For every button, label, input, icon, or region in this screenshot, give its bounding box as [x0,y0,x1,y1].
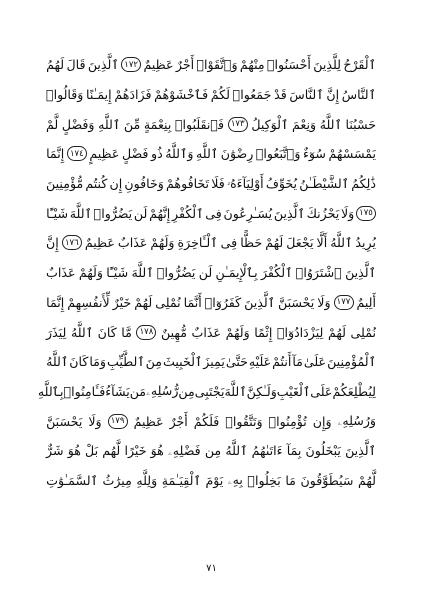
word: حَتَّىٰ [225,354,248,370]
word: بِمَآ [286,443,302,459]
word: ٱلطَّيِّبِ [106,354,145,370]
word: وَنِعْمَ [292,116,317,132]
word: رُّسُلِهِۦ [146,383,179,399]
text-line [37,377,376,407]
word: لِّأَنفُسِهِمْ [67,294,110,310]
word: عَذَابٌ [46,265,76,281]
page-number: ٧١ [206,563,217,574]
word: جَمَعُوا۟ [232,87,272,103]
word: فِى [220,235,238,251]
word: حَسْبُنَا [345,116,376,132]
word: ٱلسَّمَـٰوَٰتِ [46,472,98,488]
text-line [46,50,376,80]
word: وَلَـٰكِنَّ [246,383,277,399]
word: عَظِيمٌ [84,235,115,251]
verse-text-block [37,50,376,495]
word: مِن [178,383,195,399]
word: تُؤْمِنُوا۟ [268,413,307,429]
text-line [46,228,376,258]
word: ٱللَّهُ [319,116,342,132]
word: ٱلشَّيْطَـٰنُ [299,176,350,192]
word: أَنتُمْ [272,354,292,370]
word: مِنَ [145,354,163,370]
word: إِنَّ [326,87,340,103]
word: أَلَّا [316,235,328,251]
word: أَجْرٌ [169,413,188,429]
ayah-number-marker: ١٧٣ [228,117,248,132]
word: لَهُمْ [134,294,153,310]
word: ذَٰلِكُمُ [351,176,376,192]
word: عَلَىٰ [303,354,327,370]
word: عَلَى [310,383,333,399]
word: حَظًّا [240,235,263,251]
word: يَشَآءُ [105,383,130,399]
word: مُّهِينٌ [161,324,187,340]
ayah-number-marker: ١٧٨ [136,325,156,340]
word: وَلِلَّهِ [136,472,158,488]
word: وَخَافُونِ [124,176,164,192]
word: يُرِيدُ [355,235,376,251]
word: فَٱنقَلَبُوا۟ [175,116,224,132]
word: هُوَ [150,443,164,459]
word: عَظِيمٌ [143,57,174,73]
word: وَٱللَّهُ [165,146,194,162]
word: مُّؤْمِنِينَ [46,176,84,192]
word: ٱشْتَرَوُا۟ [295,265,342,281]
word: يَضُرُّوا۟ [156,265,196,281]
word: بَخِلُوا۟ [247,472,281,488]
word: مِيرَٰثُ [102,472,132,488]
word: ٱلنَّاسَ [289,87,324,103]
word: سُوٓءٌ [303,146,326,162]
word: مِنْهُمْ [239,57,265,73]
word: كُنتُم [85,176,108,192]
text-line [46,317,376,347]
word: كَفَرُوٓا۟ [204,294,242,310]
word: وَلَا [88,413,102,429]
word: يَوْمَ [205,472,224,488]
word: شَرٌّ [46,443,64,459]
ayah-number-marker: ١٧٧ [334,295,354,310]
word: لَن [133,205,148,221]
text-line [46,466,376,496]
word: كَانَ [97,324,117,340]
word: أَنَّمَا [183,294,202,310]
word: ٱلْغَيْبِ [276,383,311,399]
word: ٱلْكُفْرَ [260,265,293,281]
word: رِضْوَٰنَ [220,146,254,162]
word: إِنَّمَا [46,146,65,162]
ayah-number-marker: ١٧٢ [121,57,141,72]
word: أَوْلِيَآءَهُۥ [226,175,264,191]
word: إِنَّهُمْ [149,205,171,221]
text-line [46,198,376,228]
word: لَهُمْ [327,324,346,340]
word: ٱلنَّاسُ [341,87,376,103]
word: وَإِن [312,413,332,429]
word: لَهُمُ [46,57,65,73]
word: عَظِيمٍ [89,146,120,162]
word: ٱللَّهَ [69,205,92,221]
word: لَهُمْ [265,235,284,251]
text-line [46,109,376,139]
word: مِن [204,443,222,459]
word: هُوَ [67,443,81,459]
word: وَٱتَّبَعُوا۟ [255,146,301,162]
word: ٱلَّذِينَ [345,443,376,459]
text-line [46,347,376,377]
word: يَمِيزَ [203,354,225,370]
word: بِهِۦ [227,472,243,488]
word: ٱللَّهُ [330,235,353,251]
word: خَيْرٌ [112,294,132,310]
word: إِنَّ [46,235,59,251]
word: بِٱللَّهِ [37,383,64,399]
word: ٱلَّذِينَ [345,265,376,281]
ayah-number-marker: ١٧٦ [62,235,82,250]
text-line [46,80,376,110]
word: يُخَوِّفُ [265,176,298,192]
text-line [46,258,376,288]
word: يَبْخَلُونَ [305,443,341,459]
word: وَلَا [341,205,355,221]
word: وَلَهُمْ [225,324,250,340]
text-line [46,139,376,169]
ayah-number-marker: ١٧٩ [108,414,128,429]
word: عَلَيْهِ [248,354,272,370]
word: يَجْتَبِى [194,383,225,399]
word: ٱلْكُفْرِ [172,205,204,221]
word: أَجْرٌ [175,57,195,73]
word: ٱلَّذِينَ [87,57,119,73]
word: وَرُسُلِهِۦ [337,413,376,429]
word: وَقَالُوا۟ [46,87,84,103]
word: لَّمْ [46,116,59,132]
word: ٱللَّهُ [46,354,69,370]
word: ٱلْوَكِيلُ [251,116,289,132]
word: ٱللَّهُ [70,324,94,340]
word: شَيْـًٔا [46,205,69,221]
word: لَّهُم [102,443,121,459]
word: مَّا [121,324,132,340]
word: إِنَّمَا [46,294,65,310]
text-line [46,436,376,466]
word: فَضْلٍ [121,146,149,162]
word: قَدْ [274,87,287,103]
word: عَظِيمٌ [133,413,164,429]
word: إِثْمًا [254,324,273,340]
text-line [46,406,376,436]
word: نُمْلِى [350,324,376,340]
word: ٱللَّهُ [225,443,248,459]
word: ٱللَّهَ [224,383,247,399]
word: لِيَزْدَادُوٓا۟ [276,324,324,340]
word: إِيمَـٰنًا [86,87,112,103]
word: أَلِيمٌ [356,294,376,310]
word: وَفَضْلٍ [61,116,95,132]
word: وَٱتَّقَوْا۟ [196,57,238,73]
word: بَلْ [85,443,99,459]
word: يَضُرُّوا۟ [93,205,133,221]
word: ٱلْقِيَـٰمَةِ [161,472,201,488]
word: فَزَادَهُمْ [114,87,152,103]
word: فَٱخْشَوْهُمْ [154,87,209,103]
word: لَن [198,265,213,281]
text-line [46,288,376,318]
word: إِن [109,176,123,192]
word: لِيَذَرَ [46,324,67,340]
word: فَـَٔامِنُوا۟ [63,383,106,399]
word: لَّهُمْ [357,472,376,488]
word: نُمْلِى [155,294,181,310]
word: يَمْسَسْهُمْ [328,146,376,162]
word: ٱللَّهِ [196,146,219,162]
word: بِنِعْمَةٍ [143,116,172,132]
word: وَمَا [89,354,106,370]
word: ٱلْخَبِيثَ [163,354,203,370]
word: ذُو [150,146,163,162]
word: أَحْسَنُوا۟ [267,57,311,73]
word: مَن [129,383,147,399]
word: ٱلْقَرْحُ [343,57,376,73]
word: ٱلَّذِينَ [244,294,276,310]
word: ءَاتَىٰهُمُ [251,443,283,459]
word: لِيُطْلِعَكُمْ [332,383,376,399]
word: عَذَابٌ [191,324,222,340]
word: ٱلْمُؤْمِنِينَ [327,354,376,370]
word: فَضْلِهِۦ [168,442,201,458]
word: يَجْعَلَ [286,235,314,251]
word: كَانَ [69,354,89,370]
ayah-number-marker: ١٧٥ [356,206,376,221]
word: خَيْرًا [124,443,147,459]
word: وَلَا [317,294,331,310]
word: يَحْزُنكَ [306,205,340,221]
word: بِٱلْإِيمَـٰنِ [215,265,258,281]
word: ٱللَّهِ [98,116,121,132]
word: فَلَكُمْ [193,413,220,429]
word: يُسَـٰرِعُونَ [223,205,273,221]
word: ٱلْـَٔاخِرَةِ [177,235,218,251]
word: فِى [205,205,222,221]
word: ٱللَّهَ [131,265,154,281]
word: سَيُطَوَّقُونَ [300,472,354,488]
word: تَخَافُوهُمْ [166,176,210,192]
word: شَيْـًٔا [106,265,129,281]
ayah-number-marker: ١٧٤ [67,146,87,161]
word: مَآ [292,354,303,370]
word: لِلَّذِينَ [313,57,341,73]
word: عَذَابٌ [117,235,148,251]
word: وَتَتَّقُوا۟ [225,413,263,429]
word: مِّنَ [123,116,141,132]
word: وَلَهُمْ [78,265,103,281]
word: يَحْسَبَنَّ [278,294,315,310]
word: مَا [285,472,296,488]
word: فَلَا [211,176,225,192]
text-line [46,169,376,199]
word: ٱلَّذِينَ [273,205,305,221]
word: يَحْسَبَنَّ [46,413,83,429]
word: قَالَ [66,57,86,73]
word: لَكُمْ [210,87,230,103]
word: وَلَهُمْ [150,235,175,251]
